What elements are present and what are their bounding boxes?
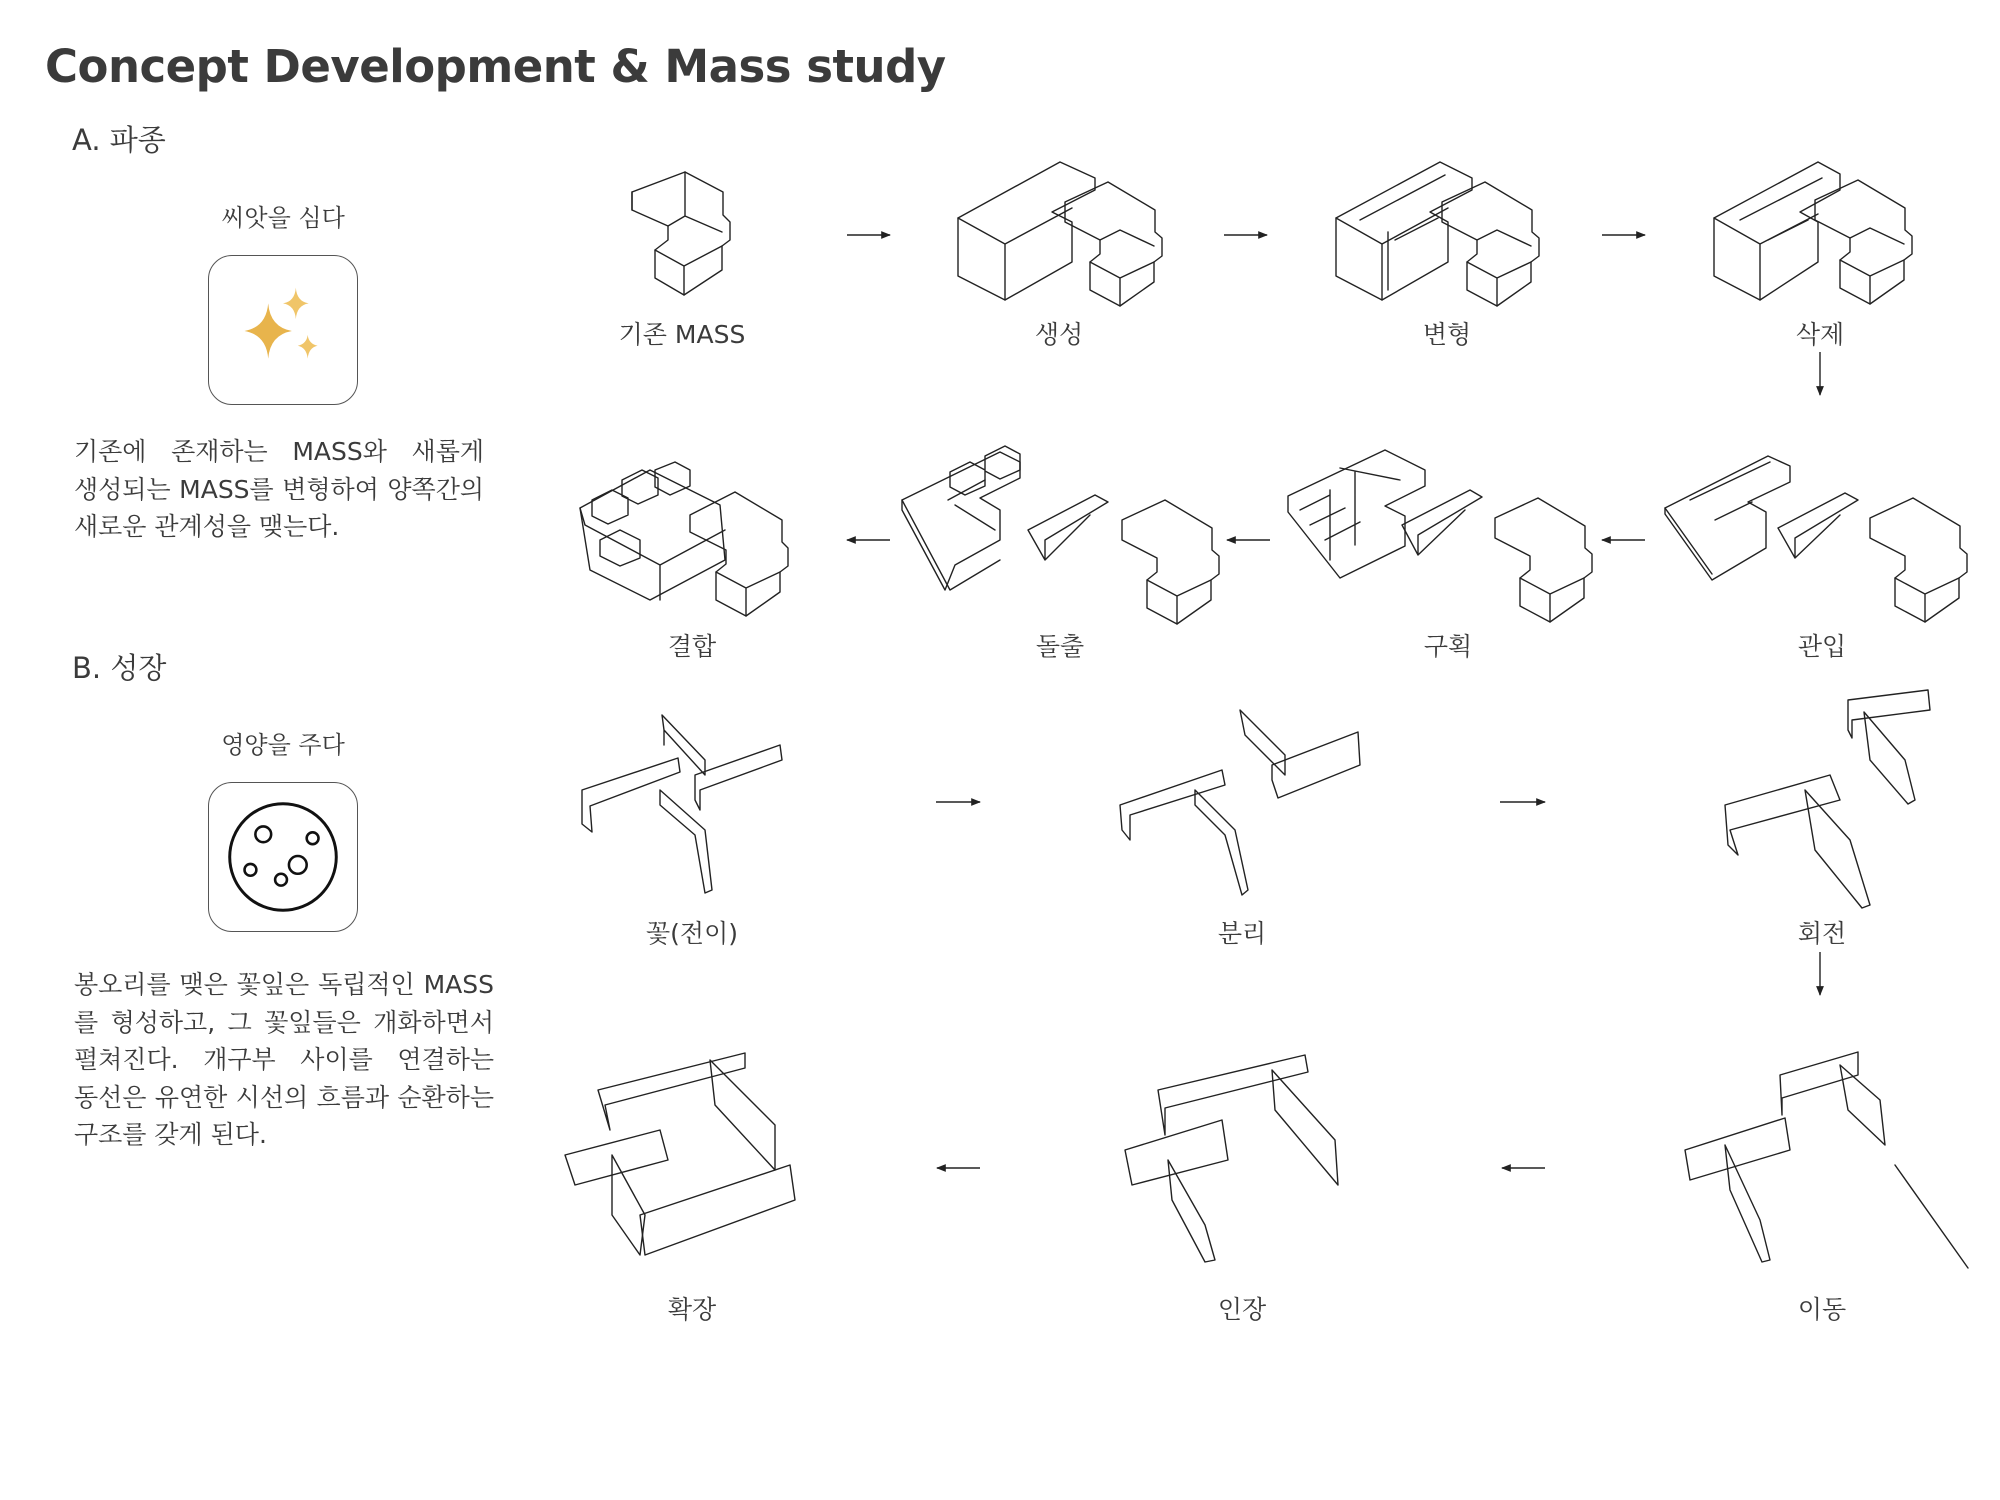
step-label-move: 이동 — [1797, 1295, 1847, 1324]
section-a-caption: 씨앗을 심다 — [221, 204, 345, 232]
description-line: 기존에 존재하는 MASS와 새롭게 — [74, 437, 484, 466]
mass-flower-drawing — [582, 715, 782, 893]
step-label-transform: 변형 — [1422, 320, 1472, 349]
step-label-partition: 구획 — [1423, 632, 1473, 661]
section-a-heading: A. 파종 — [72, 123, 166, 157]
section-b-caption: 영양을 주다 — [221, 731, 345, 759]
mass-combine-drawing — [580, 462, 788, 616]
description-line: 생성되는 MASS를 변형하여 양쪽간의 — [74, 474, 484, 504]
step-label-rotate: 회전 — [1797, 919, 1847, 948]
description-line: 펼쳐진다. 개구부 사이를 연결하는 — [74, 1045, 494, 1074]
step-label-flower: 꽃(전이) — [646, 919, 738, 948]
step-label-existing-mass: 기존 MASS — [618, 320, 746, 349]
description-line: 를 형성하고, 그 꽃잎들은 개화하면서 — [74, 1007, 494, 1037]
page-title: Concept Development & Mass study — [45, 40, 946, 93]
description-line: 새로운 관계성을 맺는다. — [74, 512, 340, 541]
description-line: 봉오리를 맺은 꽃잎은 독립적인 MASS — [74, 970, 494, 999]
step-label-penetrate: 관입 — [1797, 632, 1847, 661]
step-label-separate: 분리 — [1217, 919, 1267, 948]
mass-extrude-drawing — [902, 446, 1219, 624]
step-label-tension: 인장 — [1217, 1295, 1267, 1324]
mass-rotate-drawing — [1725, 690, 1930, 908]
section-b-heading: B. 성장 — [72, 651, 167, 685]
mass-existing-drawing — [632, 172, 730, 295]
step-label-extrude: 돌출 — [1035, 632, 1085, 661]
mass-partition-drawing — [1288, 450, 1592, 622]
mass-expand-drawing — [565, 1053, 795, 1255]
mass-delete-drawing — [1714, 162, 1912, 304]
mass-move-drawing — [1685, 1052, 1968, 1268]
description-line: 동선은 유연한 시선의 흐름과 순환하는 — [74, 1082, 494, 1112]
mass-generate-drawing — [958, 162, 1162, 306]
step-label-expand: 확장 — [667, 1295, 717, 1324]
mass-separate-drawing — [1120, 710, 1360, 895]
step-label-generate: 생성 — [1034, 320, 1084, 349]
mass-penetrate-drawing — [1665, 456, 1967, 622]
mass-tension-drawing — [1125, 1055, 1338, 1262]
description-line: 구조를 갖게 된다. — [74, 1120, 267, 1149]
mass-transform-drawing — [1336, 162, 1539, 306]
step-label-delete: 삭제 — [1795, 320, 1845, 349]
step-label-combine: 결합 — [667, 632, 717, 661]
